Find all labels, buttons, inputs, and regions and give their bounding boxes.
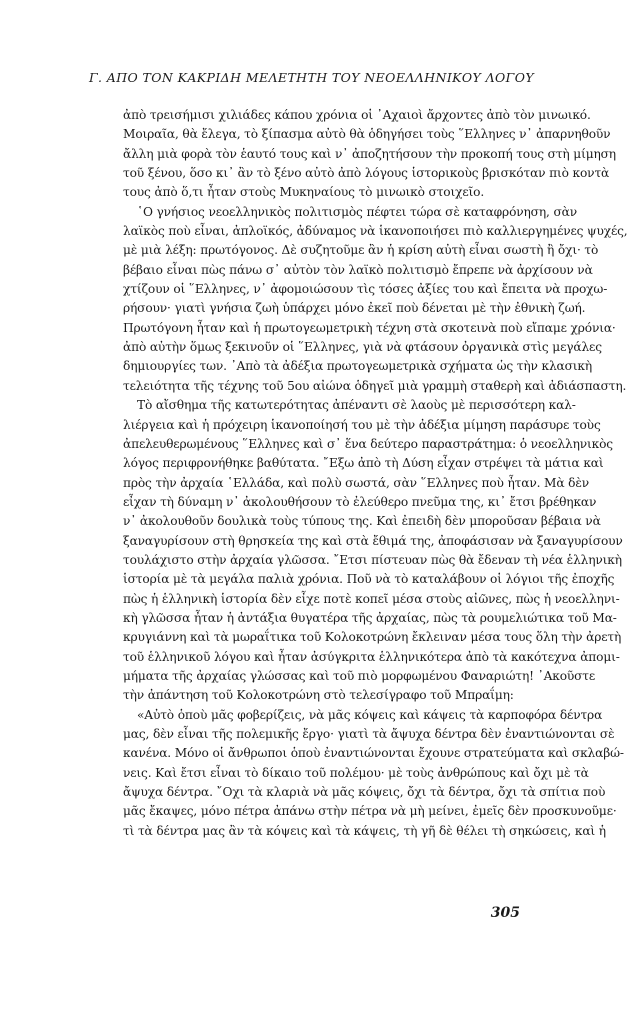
text-line: κὴ γλῶσσα ἦταν ἡ ἀντάξια θυγατέρα τῆς ἀρχαίας, πὼς τὰ ρουμελιώτικα τοῦ Μα- (123, 610, 617, 625)
text-line: ν᾿ ἀκολουθοῦν δουλικὰ τοὺς τύπους της. Καὶ ἐπειδὴ δὲν μποροῦσαν βέβαια νὰ (123, 514, 601, 529)
text-line: κρυγιάννη καὶ τὰ μωραΐτικα τοῦ Κολοκοτρώνη ἔκλειναν μέσα τους ὅλη τὴν ἀρετὴ (123, 630, 622, 645)
text-line: δημιουργίες των. ᾿Απὸ τὰ ἀδέξια πρωτογεωμετρικὰ σχήματα ὡς τὴν κλασικὴ (123, 359, 593, 374)
text-line: τουλάχιστο στὴν ἀρχαία γλῶσσα. ῎Ετσι πίστευαν πὼς θὰ ἔδεναν τὴ νέα ἑλληνικὴ (123, 552, 622, 567)
text-line: τοῦ ἑλληνικοῦ λόγου καὶ ἦταν ἀσύγκριτα ἑλληνικότερα ἀπὸ τὰ κακότεχνα ἀπομι- (123, 649, 620, 664)
quote-line: μᾶς ἔκαψες, μόνο πέτρα ἀπάνω στὴν πέτρα νὰ μὴ μείνει, ἐμεῖς δὲν προσκυνοῦμε· (123, 804, 617, 819)
text-line: ἀπὸ αὐτὴν ὅμως ξεκινοῦν οἱ ῞Ελληνες, γιὰ νὰ φτάσουν ὀργανικὰ στὶς μεγάλες (123, 340, 602, 355)
text-line: μὲ μιὰ λέξη: πρωτόγονος. Δὲ συζητοῦμε ἂν ἡ κρίση αὐτὴ εἶναι σωστὴ ἢ ὄχι· τὸ (123, 243, 599, 258)
quote-start-line: «Αὐτὸ ὁποὺ μᾶς φοβερίζεις, νὰ μᾶς κόψεις καὶ κάψεις τὰ καρποφόρα δέντρα (137, 707, 603, 722)
text-line: λόγος περιφρονήθηκε βαθύτατα. ῎Εξω ἀπὸ τὴ Δύση εἶχαν στρέψει τὰ μάτια καὶ (123, 456, 604, 471)
text-line: βέβαιο εἶναι πὼς πάνω σ᾿ αὐτὸν τὸν λαϊκὸ πολιτισμὸ ἔπρεπε νὰ ἀρχίσουν νὰ (123, 262, 593, 277)
text-line: Μοιραῖα, θὰ ἔλεγα, τὸ ξίπασμα αὐτὸ θὰ ὁδηγήσει τοὺς ῞Ελληνες ν᾿ ἀπαρνηθοῦν (123, 127, 611, 142)
text-line: ρήσουν· γιατὶ γνήσια ζωὴ ὑπάρχει μόνο ἐκεῖ ποὺ δένεται μὲ τὴν ἐθνικὴ ζωή. (123, 301, 586, 316)
paragraph-start-line: ῾Ο γνήσιος νεοελληνικὸς πολιτισμὸς πέφτει τώρα σὲ καταφρόνηση, σὰν (137, 204, 577, 219)
text-line: τελειότητα τῆς τέχνης τοῦ 5ου αἰώνα ὁδηγεῖ μιὰ γραμμὴ σταθερὴ καὶ ἀδιάσπαστη. (123, 378, 627, 393)
running-head: Γ. ΑΠΟ ΤΟΝ ΚΑΚΡΙΔΗ ΜΕΛΕΤΗΤΗ ΤΟΥ ΝΕΟΕΛΛΗΝΙΚΟΥ ΛΟΓΟΥ (88, 70, 535, 85)
quote-line: κανένα. Μόνο οἱ ἄνθρωποι ὁποὺ ἐναντιώνονται ἔχουνε στρατεύματα καὶ σκλαβώ- (123, 746, 624, 761)
text-line: μήματα τῆς ἀρχαίας γλώσσας καὶ τοῦ πιὸ μορφωμένου Φαναριώτη! ᾿Ακοῦστε (123, 668, 596, 683)
paragraph-start-line: Τὸ αἴσθημα τῆς κατωτερότητας ἀπέναντι σὲ λαοὺς μὲ περισσότερη καλ- (137, 398, 576, 413)
text-line: χτίζουν οἱ ῞Ελληνες, ν᾿ ἀφομοιώσουν τὶς τόσες ἀξίες του καὶ ἔπειτα νὰ προχω- (123, 282, 608, 297)
quote-line: τὶ τὰ δέντρα μας ἂν τὰ κόψεις καὶ τὰ κάψεις, τὴ γῆ δὲ θέλει τὴ σηκώσεις, καὶ ἡ (123, 823, 606, 838)
page-number: 305 (490, 905, 520, 921)
text-line: Πρωτόγονη ἦταν καὶ ἡ πρωτογεωμετρικὴ τέχνη στὰ σκοτεινὰ ποὺ εἴπαμε χρόνια· (123, 320, 616, 335)
text-line: τους ἀπὸ ὅ,τι ἦταν στοὺς Μυκηναίους τὸ μινωικὸ στοιχεῖο. (123, 185, 485, 200)
text-line: λαϊκὸς ποὺ εἶναι, ἀπλοϊκός, ἀδύναμος νὰ ἱκανοποιήσει πιὸ καλλιεργημένες ψυχές, (123, 224, 628, 239)
text-line: ἄλλη μιὰ φορὰ τὸν ἑαυτό τους καὶ ν᾿ ἀποζητήσουν τὴν προκοπή τους στὴ μίμηση (123, 146, 616, 161)
text-line: ἀπελευθερωμένους ῞Ελληνες καὶ σ᾿ ἕνα δεύτερο παραστράτημα: ὁ νεοελληνικὸς (123, 436, 613, 451)
text-line: πὼς ἡ ἑλληνικὴ ἱστορία δὲν εἶχε ποτὲ κοπεῖ μέσα στοὺς αἰῶνες, πὼς ἡ νεοελληνι- (123, 591, 620, 606)
text-line: λιέργεια καὶ ἡ πρόχειρη ἱκανοποίησή του μὲ τὴν ἀδέξια μίμηση παράσυρε τοὺς (123, 417, 601, 432)
quote-line: ἄψυχα δέντρα. ῎Οχι τὰ κλαριὰ νὰ μᾶς κόψεις, ὄχι τὰ δέντρα, ὄχι τὰ σπίτια ποὺ (123, 785, 606, 800)
text-line: τοῦ ξένου, ὅσο κι᾿ ἂν τὸ ξένο αὐτὸ ἀπὸ λόγους ἱστορικοὺς βρισκόταν πιὸ κοντὰ (123, 166, 610, 181)
quote-line: νεις. Καὶ ἔτσι εἶναι τὸ δίκαιο τοῦ πολέμου· μὲ τοὺς ἀνθρώπους καὶ ὄχι μὲ τὰ (123, 765, 589, 780)
body-text (123, 106, 628, 841)
text-line: ξαναγυρίσουν στὴ θρησκεία της καὶ στὰ ἔθιμά της, ἀποφάσισαν νὰ ξαναγυρίσουν (123, 533, 623, 548)
text-line: ἀπὸ τρεισήμισι χιλιάδες κάπου χρόνια οἱ ᾿Αχαιοὶ ἄρχοντες ἀπὸ τὸν μινωικό. (123, 108, 591, 122)
text-line: ἱστορία μὲ τὰ μεγάλα παλιὰ χρόνια. Ποῦ νὰ τὸ καταλάβουν οἱ λόγιοι τῆς ἐποχῆς (123, 572, 615, 587)
text-line: πρὸς τὴν ἀρχαία ῾Ελλάδα, καὶ πολὺ σωστά, σὰν ῞Ελληνες ποὺ ἦταν. Μὰ δὲν (123, 475, 589, 490)
text-line: τὴν ἀπάντηση τοῦ Κολοκοτρώνη στὸ τελεσίγραφο τοῦ Μπραΐμη: (123, 688, 514, 703)
quote-line: μας, δὲν εἶναι τῆς πολεμικῆς ἔργο· γιατὶ τὰ ἄψυχα δέντρα δὲν ἐναντιώνονται σὲ (123, 727, 615, 741)
text-line: εἶχαν τὴ δύναμη ν᾿ ἀκολουθήσουν τὸ ἐλεύθερο πνεῦμα της, κι᾿ ἔτσι βρέθηκαν (123, 494, 597, 509)
